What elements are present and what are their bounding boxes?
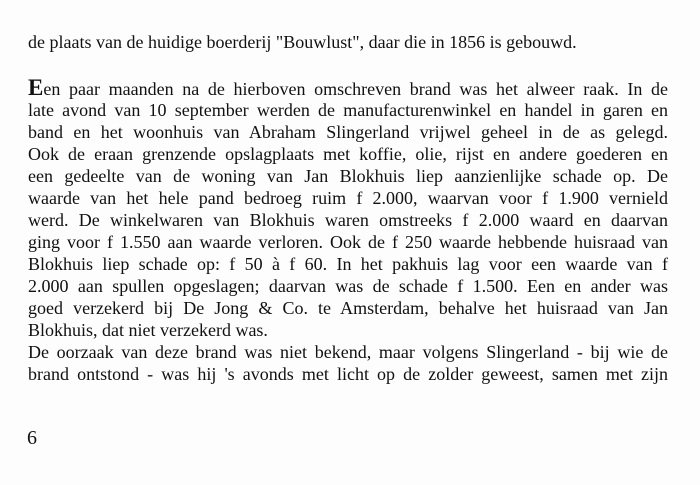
paragraph-1-line-3: band en het woonhuis van Abraham Slingerland vrijwel geheel in de as gelegd. [28, 122, 668, 142]
paragraph-2-line-2: brand ontstond - was hij 's avonds met licht op de zolder geweest, samen met zijn [28, 364, 668, 384]
paragraph-1-line-5: een gedeelte van de woning van Jan Blokhuis liep aanzienlijke schade op. De [28, 166, 668, 186]
top-text-line: de plaats van de huidige boerderij "Bouwlust", daar die in 1856 is gebouwd. [28, 32, 577, 52]
paragraph-1-line-1 [28, 77, 668, 100]
paragraph-1-line-10: 2.000 aan spullen opgeslagen; daarvan was de schade f 1.500. Een en ander was [28, 276, 668, 296]
paragraph-1-line-1-text: en paar maanden na de hierboven omschreven brand was het alweer raak. In de [43, 79, 668, 99]
paragraph-1-line-9: Blokhuis liep schade op: f 50 à f 60. In het pakhuis lag voor een waarde van f [28, 254, 668, 274]
paragraph-1-line-2: late avond van 10 september werden de manufacturenwinkel en handel in garen en [28, 100, 668, 120]
paragraph-2-line-1: De oorzaak van deze brand was niet bekend, maar volgens Slingerland - bij wie de [28, 342, 668, 362]
paragraph-1-line-6: waarde van het hele pand bedroeg ruim f 2.000, waarvan voor f 1.900 vernield [28, 188, 668, 208]
paragraph-1-line-8: ging voor f 1.550 aan waarde verloren. Ook de f 250 waarde hebbende huisraad van [28, 232, 668, 252]
paragraph-1-line-12: Blokhuis, dat niet verzekerd was. [28, 320, 268, 340]
paragraph-1-line-4: Ook de eraan grenzende opslagplaats met koffie, olie, rijst en andere goederen en [28, 144, 668, 164]
paragraph-1-line-11: goed verzekerd bij De Jong & Co. te Amsterdam, behalve het huisraad van Jan [28, 298, 668, 318]
paragraph-1-line-7: werd. De winkelwaren van Blokhuis waren omstreeks f 2.000 waard en daarvan [28, 210, 668, 230]
drop-cap-initial: E [28, 75, 44, 100]
page-number: 6 [27, 427, 37, 449]
